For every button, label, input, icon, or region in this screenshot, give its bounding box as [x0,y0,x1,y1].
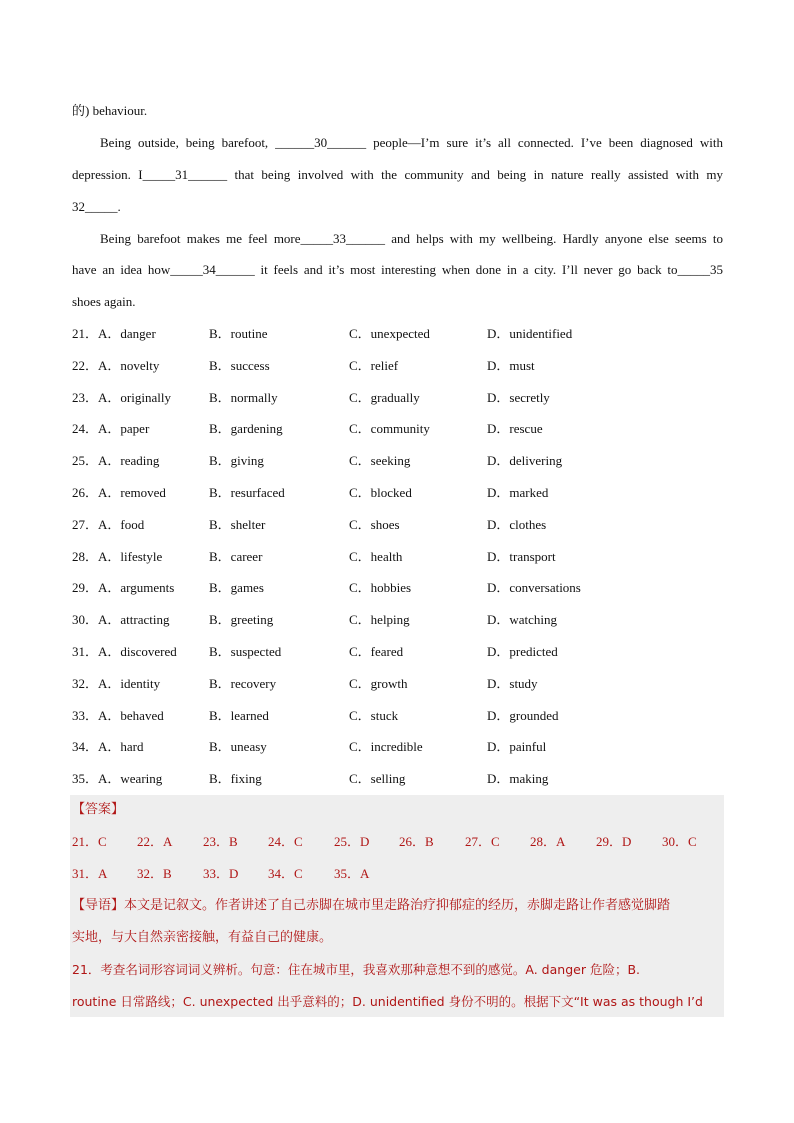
passage-text: people—I’m sure it’s all connected. I’ve been diagnosed with [373,135,724,150]
option-row [72,516,723,534]
option-b: B．shelter [209,516,266,532]
explanation-line-1: 21．考查名词形容词词义辨析。句意：住在城市里，我喜欢那种意想不到的感觉。A. danger 危险；B. [72,962,640,977]
question-number: 35． [72,771,99,787]
option-d: D．delivering [487,453,563,469]
passage-text: depression. I [72,167,143,182]
option-d: D．study [487,675,538,691]
option-c: C．relief [349,357,399,373]
question-number: 25． [72,453,99,469]
passage-line-3 [72,198,723,216]
question-number-and-option-a [72,707,164,725]
answer-key: 26．B [399,834,434,849]
passage-text: and helps with my wellbeing. Hardly anyone else seems to [391,231,724,246]
question-number: 28． [72,548,99,564]
option-b: B．greeting [209,612,274,628]
option-c: C．gradually [349,389,420,405]
option-b: B．suspected [209,644,282,659]
option-row [72,707,723,725]
option-a: A．danger [98,326,156,341]
passage-line-5 [72,261,723,279]
option-row [72,770,723,788]
option-d: D．predicted [487,644,558,659]
guide-label: 【导语】 [72,898,125,913]
option-a: A．paper [98,421,150,437]
guide-line-2: 实地，与大自然亲密接触，有益自己的健康。 [72,930,333,945]
answer-key: 29．D [596,834,632,849]
question-number-and-option-a [72,420,149,438]
answer-key: 21．C [72,834,107,849]
question-number: 24． [72,421,99,437]
question-number: 31． [72,644,99,659]
option-d: D．must [487,357,535,373]
answer-key: 33．D [203,866,239,881]
option-c: C．seeking [349,453,411,469]
question-number: 34． [72,739,99,755]
answer-key: 22．A [137,834,173,849]
option-d: D．unidentified [487,326,573,341]
option-a: A．reading [98,453,160,469]
passage-line-0 [72,102,723,120]
option-a: A．discovered [98,644,177,659]
answer-key: 28．A [530,834,566,849]
option-d: D．grounded [487,707,559,723]
blank-30: ______30______ [275,135,367,150]
answer-key: 24．C [268,834,303,849]
option-a: A．arguments [98,580,175,596]
option-d: D．transport [487,548,556,564]
question-number-and-option-a [72,548,162,566]
question-number-and-option-a [72,643,177,661]
passage-text: that being involved with the community and being in nature really assisted with my [234,167,723,182]
option-b: B．success [209,357,270,373]
option-a: A．removed [98,485,166,500]
question-number-and-option-a [72,357,159,375]
answer-key: 34．C [268,866,303,881]
option-row [72,579,723,597]
option-c: C．growth [349,675,408,691]
question-number-and-option-a [72,738,144,756]
question-number-and-option-a [72,770,162,788]
blank-31: _____31______ [142,167,228,182]
option-b: B．normally [209,389,278,405]
question-number: 29． [72,580,99,596]
question-number: 22． [72,357,99,373]
question-number-and-option-a [72,452,159,470]
option-d: D．rescue [487,421,543,437]
option-b: B．resurfaced [209,485,285,500]
question-number: 32． [72,675,99,691]
question-number-and-option-a [72,675,160,693]
question-number-and-option-a [72,484,166,502]
passage-line-2 [72,166,723,184]
question-number: 26． [72,485,99,500]
option-c: C．incredible [349,739,423,755]
option-row [72,548,723,566]
option-row [72,389,723,407]
passage-line-6 [72,293,723,311]
question-number: 30． [72,612,99,628]
option-row [72,611,723,629]
option-b: B．games [209,580,264,596]
guide-line-1 [72,897,670,915]
passage-line-4 [100,230,723,248]
option-row [72,484,723,502]
option-c: C．blocked [349,485,412,500]
blank-34: _____34______ [170,262,255,277]
option-c: C．stuck [349,707,399,723]
question-number: 23． [72,389,99,405]
passage-text: . [117,199,121,214]
option-c: C．feared [349,644,404,659]
answer-heading: 【答案】 [72,802,125,817]
passage-text: Being barefoot makes me feel more [100,231,301,246]
answer-key: 32．B [137,866,172,881]
question-number: 21． [72,326,99,341]
option-row [72,357,723,375]
blank-33: _____33______ [300,231,386,246]
option-a: A．behaved [98,707,164,723]
option-c: C．unexpected [349,326,430,341]
option-c: C．community [349,421,430,437]
option-a: A．wearing [98,771,163,787]
option-d: D．clothes [487,516,547,532]
option-row [72,420,723,438]
option-row [72,738,723,756]
blank-35: _____35 [677,262,724,277]
question-number-and-option-a [72,579,174,597]
option-d: D．making [487,771,549,787]
option-b: B．recovery [209,675,277,691]
question-number-and-option-a [72,389,171,407]
option-a: A．attracting [98,612,170,628]
option-b: B．learned [209,707,269,723]
option-row [72,325,723,343]
option-d: D．watching [487,612,558,628]
option-a: A．hard [98,739,144,755]
option-a: A．originally [98,389,171,405]
option-b: B．fixing [209,771,262,787]
option-row [72,675,723,693]
option-c: C．shoes [349,516,400,532]
option-c: C．hobbies [349,580,412,596]
passage-text: 的) behaviour. [72,103,148,118]
question-number: 27． [72,516,99,532]
option-b: B．uneasy [209,739,267,755]
option-d: D．conversations [487,580,581,596]
option-a: A．lifestyle [98,548,163,564]
guide-text: 本文是记叙文。作者讲述了自己赤脚在城市里走路治疗抑郁症的经历，赤脚走路让作者感觉脚踏 [124,898,671,913]
answer-key: 30．C [662,834,697,849]
option-b: B．routine [209,326,268,341]
answer-key: 31．A [72,866,108,881]
answer-key: 27．C [465,834,500,849]
option-a: A．novelty [98,357,160,373]
option-b: B．giving [209,453,264,469]
answer-key: 25．D [334,834,370,849]
option-d: D．painful [487,739,547,755]
option-a: A．food [98,516,145,532]
option-c: C．helping [349,612,410,628]
option-c: C．selling [349,771,406,787]
option-row [72,452,723,470]
option-c: C．health [349,548,403,564]
answer-key: 23．B [203,834,238,849]
passage-text: it feels and it’s most interesting when done in a city. I’ll never go back to [260,262,678,277]
passage-text: shoes again. [72,294,136,309]
option-a: A．identity [98,675,161,691]
question-number-and-option-a [72,516,144,534]
option-d: D．secretly [487,389,550,405]
passage-text: have an idea how [72,262,171,277]
answer-key: 35．A [334,866,370,881]
question-number: 33． [72,707,99,723]
option-row [72,643,723,661]
blank-32: 32_____ [72,199,118,214]
question-number-and-option-a [72,611,170,629]
passage-text: Being outside, being barefoot, [100,135,269,150]
passage-line-1 [100,134,723,152]
question-number-and-option-a [72,325,156,343]
option-d: D．marked [487,485,549,500]
explanation-line-2: routine 日常路线；C. unexpected 出乎意料的；D. unidentified 身份不明的。根据下文“It was as though I’d [72,994,703,1009]
option-b: B．gardening [209,421,283,437]
option-b: B．career [209,548,263,564]
